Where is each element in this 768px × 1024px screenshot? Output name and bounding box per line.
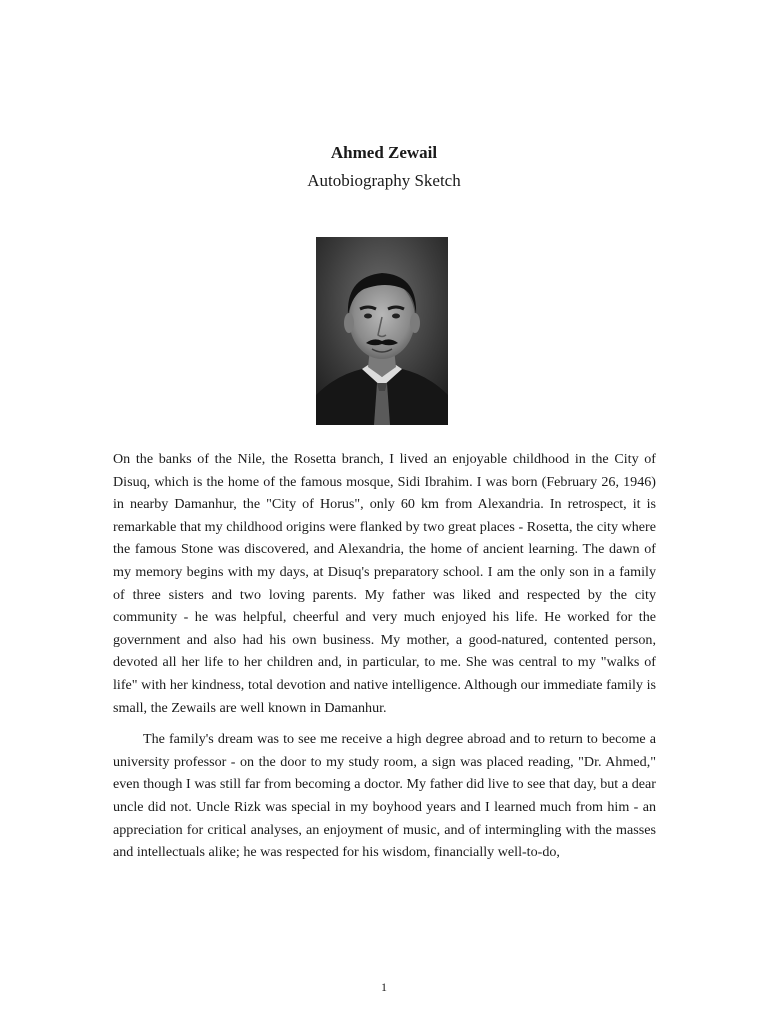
document-title: Ahmed Zewail (330, 143, 438, 162)
portrait-illustration (316, 237, 448, 425)
paragraph-2: The family's dream was to see me receive a high degree abroad and to return to become a university professor - on the door to my study room, a sign was placed reading, "Dr. Ahmed," even though I was still far from becoming a doctor. My father did live to see that day, but a dear uncle did not. Uncle Rizk was special in my boyhood years and I learned much from him - an appreciation for critical analyses, an enjoyment of music, and of intermingling with the masses and intellectuals alike; he was respected for his wisdom, financially well-to-do, (113, 731, 656, 861)
document-subtitle: Autobiography Sketch (307, 171, 461, 190)
page-number: 1 (381, 980, 387, 994)
body-text (113, 448, 656, 873)
paragraph-1: On the banks of the Nile, the Rosetta branch, I lived an enjoyable childhood in the City of Disuq, which is the home of the famous mosque, Sidi Ibrahim. I was born (February 26, 1946) in nearby Damanhur, the "City of Horus", only 60 km from Alexandria. In retrospect, it is remarkable that my childhood origins were flanked by two great places - Rosetta, the city where the famous Stone was discovered, and Alexandria, the home of ancient learning. The dawn of my memory begins with my days, at Disuq's preparatory school. I am the only son in a family of three sisters and two loving parents. My father was liked and respected by the city community - he was helpful, cheerful and very much enjoyed his life. He worked for the government and also had his own business. My mother, a good-natured, contented person, devoted all her life to her children and, in particular, to me. She was central to my "walks of life" with her kindness, total devotion and native intelligence. Although our immediate family is small, the Zewails are well known in Damanhur. (113, 451, 656, 716)
portrait-photo (316, 237, 448, 425)
